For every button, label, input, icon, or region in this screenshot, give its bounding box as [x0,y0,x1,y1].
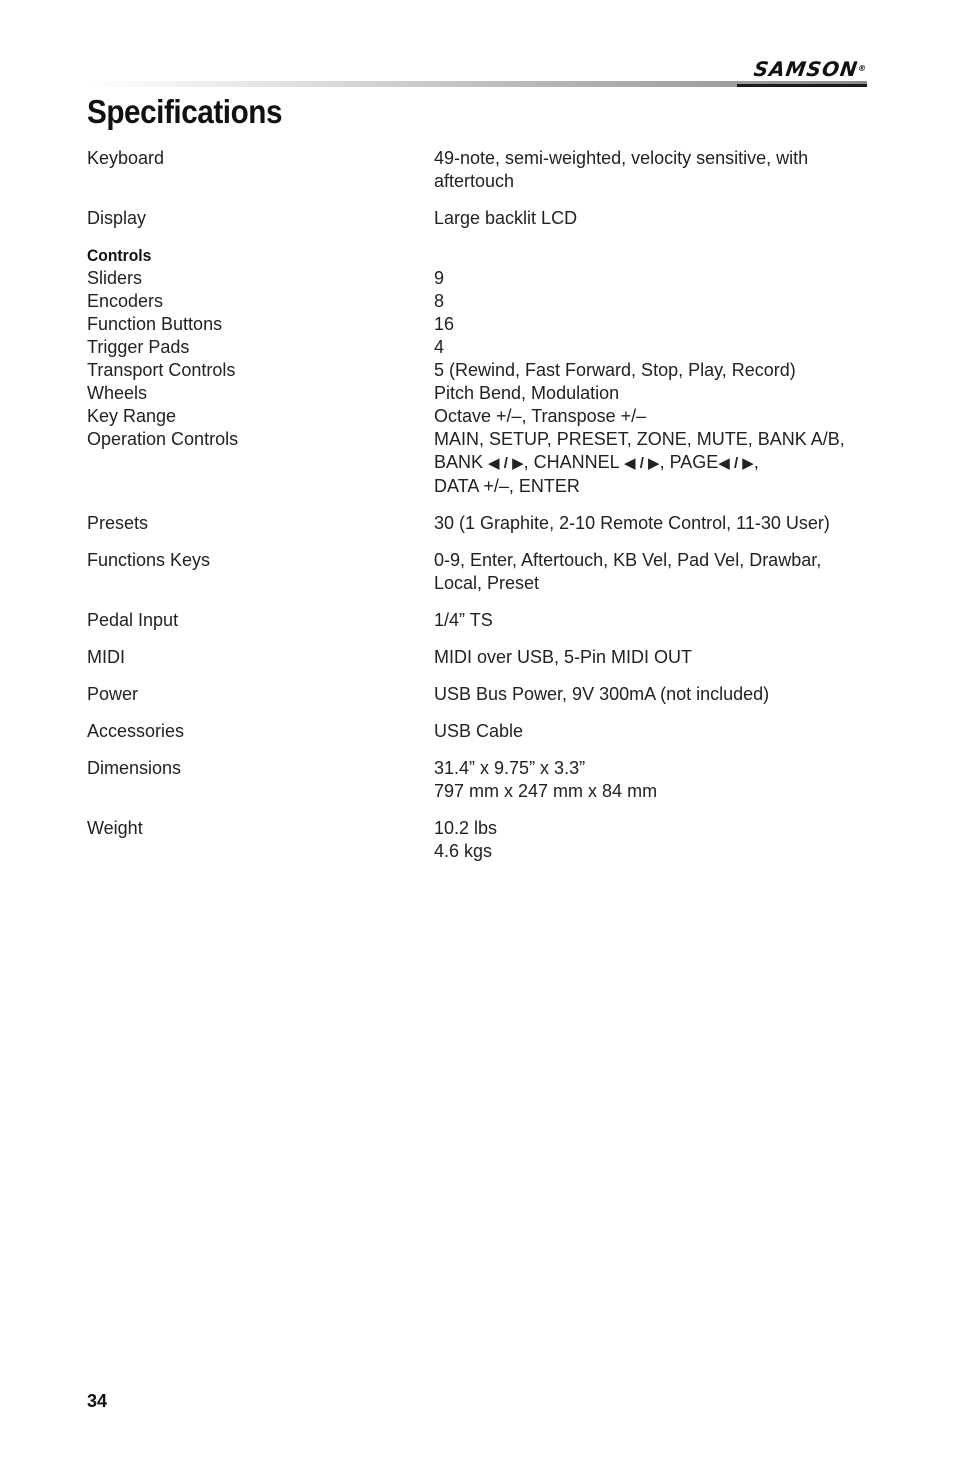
left-right-arrow-icon: ◀ / ▶ [624,455,660,472]
spec-value: 30 (1 Graphite, 2-10 Remote Control, 11-30 User) [434,513,830,533]
spec-label: Weight [87,818,143,838]
spec-presets [87,512,877,535]
spec-value: 16 [434,314,455,334]
spec-pedal-input [87,609,877,632]
spec-encoders [87,290,877,313]
spec-accessories [87,720,877,743]
page-number: 34 [87,1391,108,1411]
spec-label: Keyboard [87,148,165,168]
spec-value [434,549,877,595]
spec-display [87,207,877,230]
spec-value-line: 4.6 kgs [434,841,493,861]
spec-transport [87,359,877,382]
spec-value: USB Bus Power, 9V 300mA (not included) [434,684,770,704]
spec-label: Display [87,208,147,228]
left-right-arrow-icon: ◀ / ▶ [718,455,754,472]
spec-label: Accessories [87,721,185,741]
bank-text: BANK [434,452,484,472]
left-right-arrow-icon: ◀ / ▶ [488,455,524,472]
controls-heading: Controls [87,246,152,265]
spec-value-line: Local, Preset [434,573,540,593]
spec-value: 4 [434,337,445,357]
spec-keyboard [87,147,877,193]
spec-label: Wheels [87,383,148,403]
brand-text: SAMSON [752,57,860,81]
spec-label: Power [87,684,139,704]
spec-label: Function Buttons [87,314,223,334]
spec-value-line: aftertouch [434,171,515,191]
spec-value: MIDI over USB, 5-Pin MIDI OUT [434,647,693,667]
spec-midi [87,646,877,669]
spec-label: Dimensions [87,758,182,778]
spec-value-line: MAIN, SETUP, PRESET, ZONE, MUTE, BANK A/B, [434,429,845,449]
spec-value: 8 [434,291,445,311]
spec-power [87,683,877,706]
spec-value-line: 31.4” x 9.75” x 3.3” [434,758,586,778]
spec-value [434,428,877,498]
spec-value: Large backlit LCD [434,208,578,228]
spec-key-range [87,405,877,428]
spec-label: Presets [87,513,149,533]
spec-trigger-pads [87,336,877,359]
spec-value: 9 [434,268,445,288]
page-title: Specifications [87,93,283,130]
spec-function-keys [87,549,877,595]
spec-label: Key Range [87,406,177,426]
spec-value [434,147,877,193]
spec-value-line: 10.2 lbs [434,818,498,838]
registered-mark: ® [857,64,868,73]
spec-label: Operation Controls [87,429,239,449]
page-text: , PAGE [659,452,719,472]
spec-label: Functions Keys [87,550,211,570]
spec-value: 1/4” TS [434,610,493,630]
spec-dimensions [87,757,877,803]
spec-value-line: 797 mm x 247 mm x 84 mm [434,781,658,801]
spec-list [87,147,877,863]
spec-value: USB Cable [434,721,524,741]
spec-label: Transport Controls [87,360,236,380]
spec-weight [87,817,877,863]
spec-sliders [87,267,877,290]
trail-text: , [753,452,759,472]
spec-value-line [434,451,877,475]
spec-label: Pedal Input [87,610,179,630]
spec-label: MIDI [87,647,125,667]
spec-value: Pitch Bend, Modulation [434,383,620,403]
spec-value-line: 49-note, semi-weighted, velocity sensitive, with [434,148,809,168]
channel-text: , CHANNEL [523,452,619,472]
spec-value-line: DATA +/–, ENTER [434,476,580,496]
spec-value [434,817,877,863]
spec-value: 5 (Rewind, Fast Forward, Stop, Play, Record) [434,360,796,380]
spec-label: Encoders [87,291,164,311]
spec-label: Trigger Pads [87,337,190,357]
spec-operation-controls [87,428,877,498]
spec-value-line: 0-9, Enter, Aftertouch, KB Vel, Pad Vel, Drawbar, [434,550,822,570]
header-rule [87,81,867,87]
spec-label: Sliders [87,268,143,288]
spec-value: Octave +/–, Transpose +/– [434,406,647,426]
samson-logo [753,58,869,80]
spec-value [434,757,877,803]
spec-wheels [87,382,877,405]
spec-function-buttons [87,313,877,336]
